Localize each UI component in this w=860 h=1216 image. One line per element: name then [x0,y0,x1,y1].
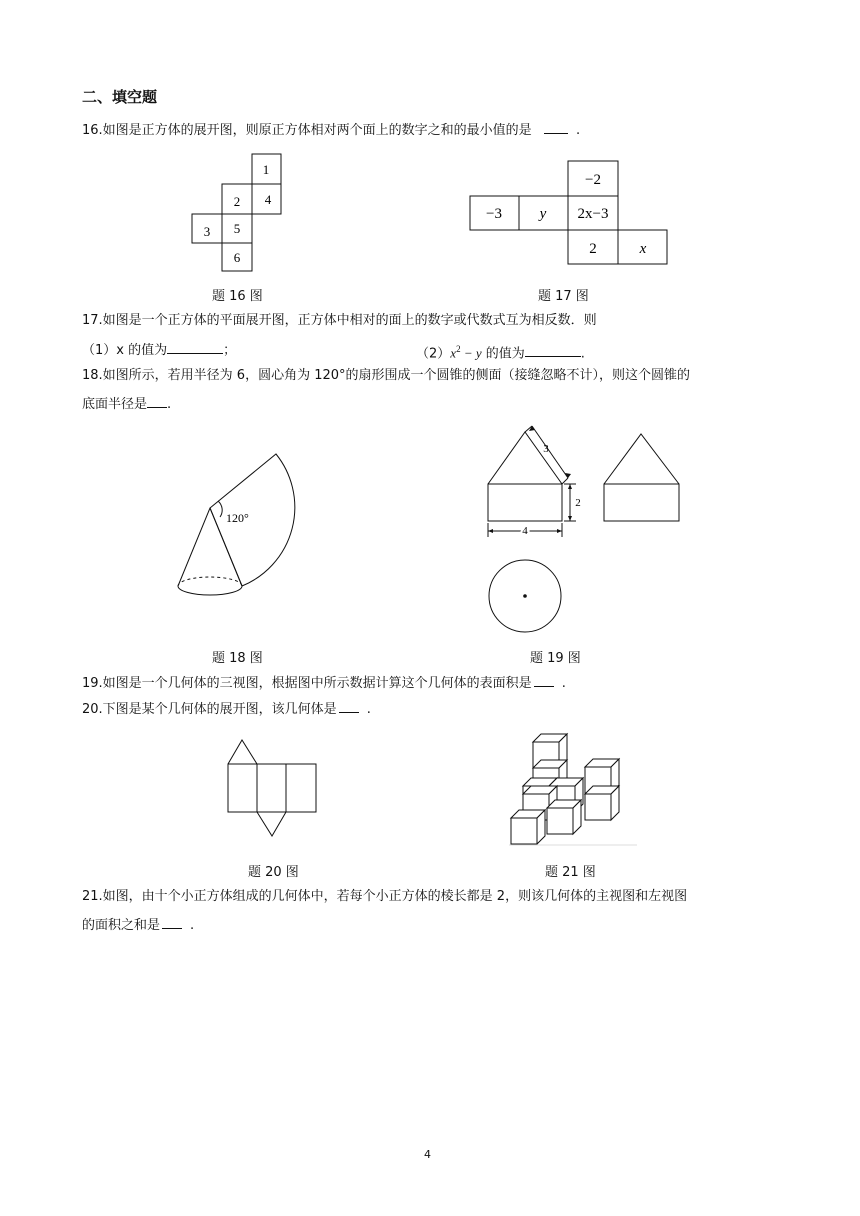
question-18-line1: 18.如图所示，若用半径为 6，圆心角为 120°的扇形围成一个圆锥的侧面（接缝忽略不计），则这个圆锥的 [82,368,691,383]
question-17-part2-end: . [580,346,585,362]
answer-blank-18[interactable] [147,392,167,408]
answer-blank-19[interactable] [534,671,554,687]
question-20-end: . [366,702,371,717]
question-17-expr-rest: − y [460,345,482,361]
question-20-text: 20.下图是某个几何体的展开图，该几何体是 [82,702,337,717]
question-19 [82,671,566,695]
question-17-part2-suffix: 的值为 [481,346,525,362]
figure-16-cube-net [185,150,285,275]
fig17-cell-minus3: −3 [486,206,502,222]
question-19-end: . [561,676,566,691]
answer-blank-16[interactable] [544,118,568,134]
figure-19-three-views [480,420,690,635]
question-21-line2-text: 的面积之和是 [82,918,161,933]
fig16-cell-4: 4 [264,192,272,207]
figure-21-caption: 题 21 图 [545,865,596,880]
fig17-cell-y: y [539,206,547,222]
question-20 [82,697,371,721]
page-number: 4 [424,1148,431,1161]
question-17-part1 [82,338,236,362]
fig16-cell-2: 2 [233,194,241,209]
question-17-expr-exp: 2 [456,344,461,354]
fig17-cell-minus2: −2 [585,172,601,188]
question-18-end: . [167,397,172,412]
fig16-cell-1: 1 [262,162,270,177]
question-17-part2 [416,338,585,365]
fig16-cell-6: 6 [233,250,241,265]
question-18-line2 [82,392,171,416]
fig17-cell-2x-3: 2x−3 [577,206,609,222]
figure-18-cone-sector [172,448,302,603]
question-21-end: . [190,918,195,933]
question-16-text: 16.如图是正方体的展开图，则原正方体相对两个面上的数字之和的最小值的是 [82,123,532,138]
figure-21-stacked-cubes [505,728,655,850]
figure-19-caption: 题 19 图 [530,651,581,666]
fig19-slant-label: 3 [543,443,549,455]
question-19-text: 19.如图是一个几何体的三视图，根据图中所示数据计算这个几何体的表面积是 [82,676,532,691]
question-18-line2-text: 底面半径是 [82,397,148,412]
figure-17-caption: 题 17 图 [538,289,589,304]
question-16-end: . [575,123,581,138]
question-17-expr-x: x [450,345,457,361]
answer-blank-17-1[interactable] [167,338,223,354]
answer-blank-21[interactable] [162,913,182,929]
figure-18-caption: 题 18 图 [212,651,263,666]
question-21-line2 [82,913,194,937]
fig16-cell-5: 5 [233,221,241,236]
figure-16-caption: 题 16 图 [212,289,263,304]
figure-17-cube-net [468,158,673,268]
fig16-cell-3: 3 [203,224,211,239]
answer-blank-17-2[interactable] [525,341,581,357]
question-17-part2-prefix: （2） [416,346,451,362]
question-17-part1-label: （1）x 的值为 [82,343,168,358]
fig17-cell-2: 2 [589,241,597,257]
fig18-angle-label: 120° [226,511,249,525]
answer-blank-20[interactable] [339,697,359,713]
figure-20-caption: 题 20 图 [248,865,299,880]
fig19-height-label: 2 [575,497,581,509]
question-16 [82,118,580,142]
question-21-line1: 21.如图，由十个小正方体组成的几何体中，若每个小正方体的棱长都是 2，则该几何体的主视图和左视图 [82,889,688,904]
figure-20-prism-net [222,736,322,842]
fig17-cell-x: x [639,241,647,257]
question-17-text: 17.如图是一个正方体的平面展开图，正方体中相对的面上的数字或代数式互为相反数．则 [82,313,597,328]
question-17-part1-end: ； [223,343,237,358]
fig19-width-label: 4 [522,525,528,537]
section-title: 二、填空题 [82,88,158,106]
